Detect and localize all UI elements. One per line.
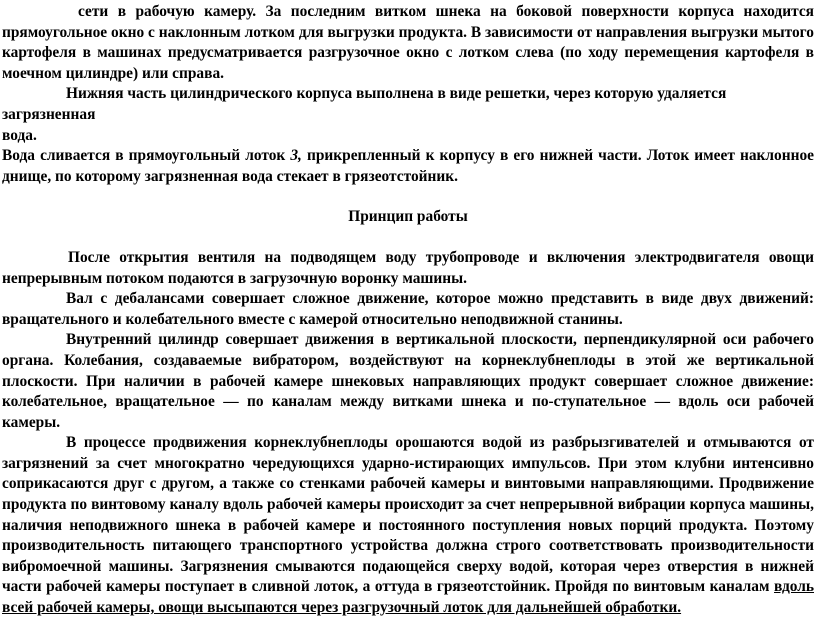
paragraph-3-end: прикрепленный к корпусу в его нижней части. Лоток имеет наклонное днище, по которому загрязненная вода стекает в грязеотстойник. — [2, 147, 814, 185]
paragraph-2: Нижняя часть цилиндрического корпуса выполнена в виде решетки, через которую удаляется загрязненная — [2, 85, 727, 123]
paragraph-7-underlined-text: вдоль всей рабочей камеры, овощи высыпаются через разгрузочный лоток для дальнейшей обработки. — [2, 578, 814, 617]
paragraph-7-text: В процессе продвижения корнеклубнеплоды орошаются водой из разбрызгивателей и отмываются от загрязнений за счет многократно чередующихся ударно-истирающих импульсов. При этом клубни интенсивно соприкасаются друг с другом, а также со стенками рабочей камеры и винтовыми направляющими. Продвижение продукта по винтовому каналу вдоль рабочей камеры происходит за счет непрерывной вибрации корпуса машины, наличия неподвижного шнека в рабочей камере и постоянного поступления новых порций продукта. Поэтому производительность питающего транспортного устройства должна строго соответствовать производительности вибромоечной машины. Загрязнения смываются подающейся сверху водой, которая через отверстия в нижней части рабочей камеры поступает в сливной лоток, а оттуда в грязеотстойник. Пройдя по винтовым каналам — [2, 434, 814, 596]
paragraph-7 — [2, 433, 814, 618]
paragraph-5: Вал с дебалансами совершает сложное движение, которое можно представить в виде двух движений: вращательного и колебательного вместе с камерой относительно неподвижной станины. — [2, 290, 814, 328]
paragraph-4: После открытия вентиля на подводящем воду трубопроводе и включения электродвигателя овощи непрерывным потоком подаются в загрузочную воронку машины. — [2, 248, 814, 287]
paragraph-3-start: Вода сливается в прямоугольный лоток — [2, 147, 291, 165]
paragraph-6: Внутренний цилиндр совершает движения в вертикальной плоскости, перпендикулярной оси рабочего органа. Колебания, создаваемые вибратором, воздействуют на корнеклубнеплоды в этой же вертикальной плоскости. При наличии в рабочей камере шнековых направляющих продукт совершает сложное движение: колебательное, вращательное — по каналам между витками шнека и по-ступательное — вдоль оси рабочей камеры. — [2, 331, 814, 431]
paragraph-2-continuation: вода. — [2, 126, 37, 144]
paragraph-1: сети в рабочую камеру. За последним витком шнека на боковой поверхности корпуса находится прямоугольное окно с наклонным лотком для выгрузки продукта. В зависимости от направления выгрузки мытого картофеля в машинах предусматривается разгрузочное окно с лотком слева (по ходу перемещения картофеля в моечном цилиндре) или справа. — [2, 3, 814, 82]
paragraph-3 — [2, 146, 814, 187]
section-heading: Принцип работы — [348, 208, 468, 226]
figure-reference-number: 3, — [290, 147, 302, 165]
